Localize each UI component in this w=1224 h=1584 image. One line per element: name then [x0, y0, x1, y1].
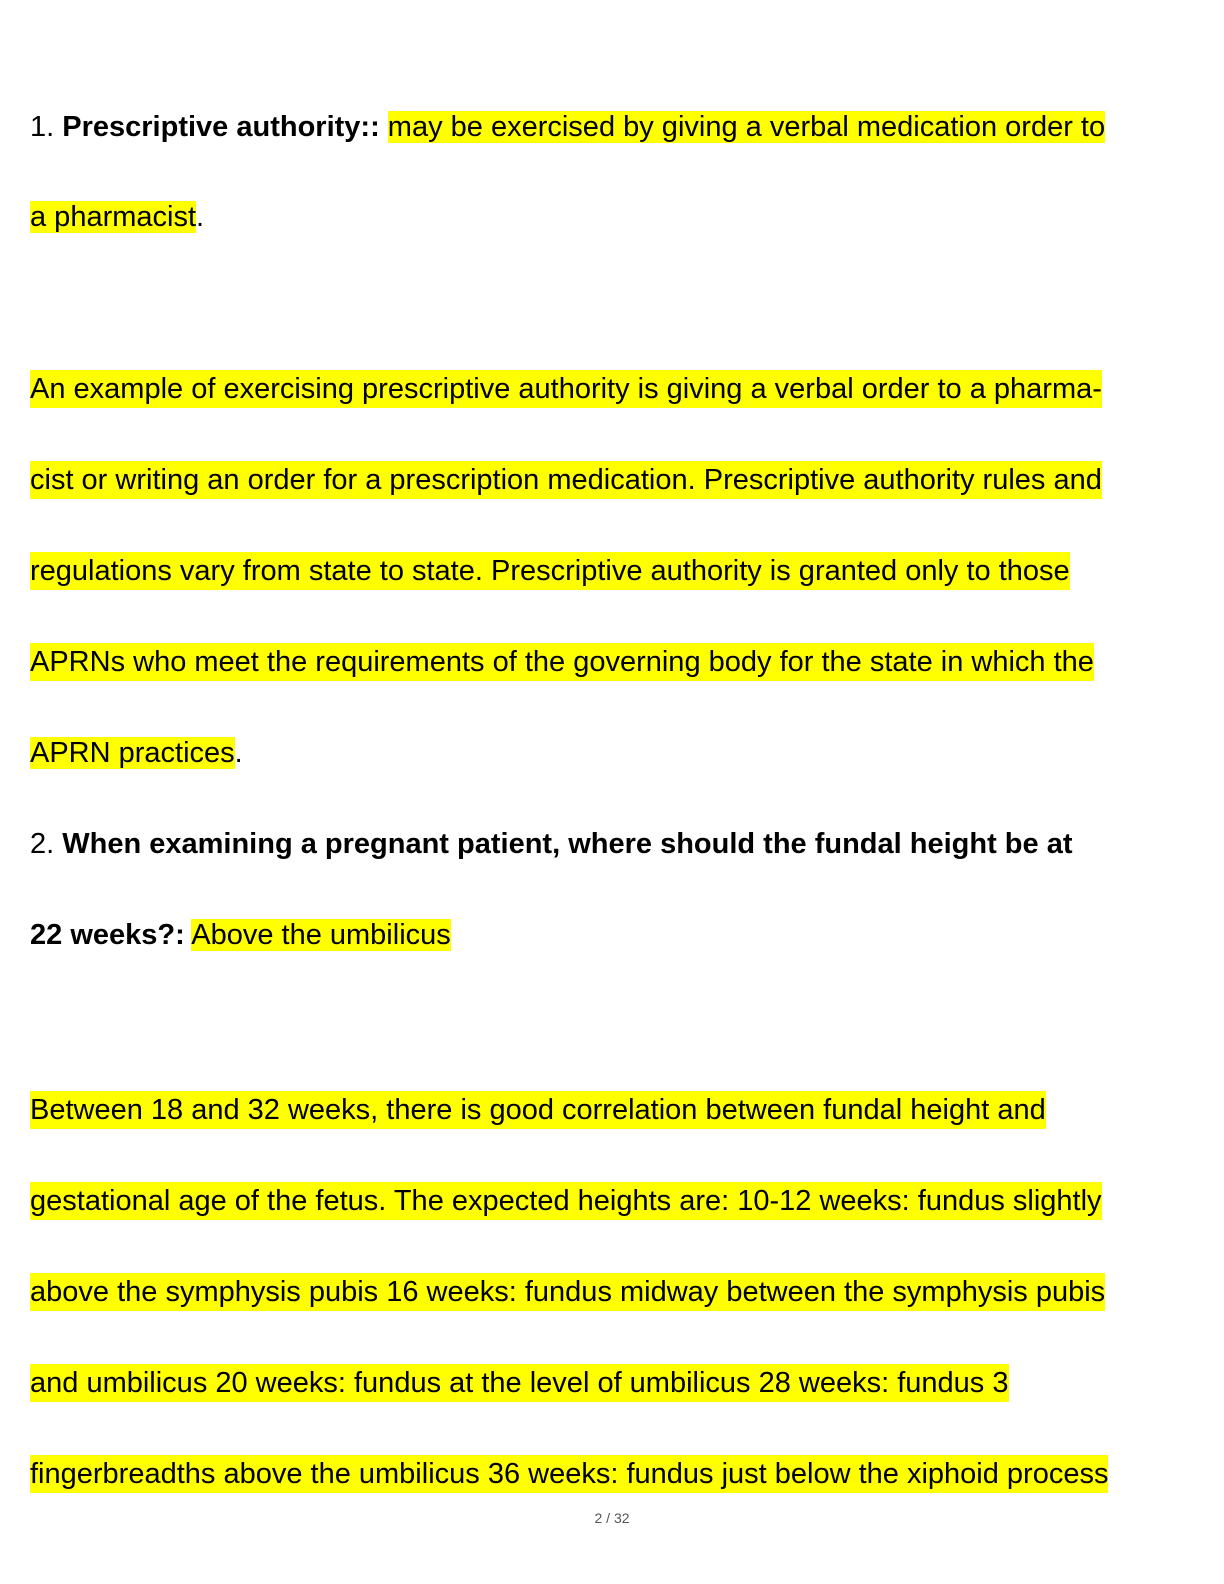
q1-line-2	[30, 198, 204, 236]
q1-question: Prescriptive authority::	[62, 111, 380, 143]
q1-explanation-line-5-text: APRN practices	[30, 737, 235, 769]
q2-number: 2.	[30, 828, 55, 860]
q2-line-2	[30, 916, 451, 954]
q1-explanation-period: .	[234, 737, 243, 769]
q2-explanation-line-5: fingerbreadths above the umbilicus 36 weeks: fundus just below the xiphoid process	[30, 1455, 1108, 1493]
q1-answer-part-2: a pharmacist	[30, 201, 197, 233]
q2-question-part-2: 22 weeks?:	[30, 919, 185, 951]
q1-explanation-line-2: cist or writing an order for a prescription medication. Prescriptive authority rules and	[30, 461, 1102, 499]
q1-answer-part-1: may be exercised by giving a verbal medication order to	[387, 111, 1106, 143]
q2-line-1	[30, 825, 1073, 863]
q2-answer: Above the umbilicus	[191, 919, 451, 951]
q2-explanation-line-3: above the symphysis pubis 16 weeks: fundus midway between the symphysis pubis	[30, 1273, 1105, 1311]
q2-question-part-1: When examining a pregnant patient, where should the fundal height be at	[62, 828, 1073, 860]
q1-answer-period: .	[196, 201, 205, 233]
q1-explanation-line-3: regulations vary from state to state. Prescriptive authority is granted only to those	[30, 552, 1070, 590]
q1-explanation-line-5	[30, 734, 243, 772]
q2-explanation-line-2: gestational age of the fetus. The expected heights are: 10-12 weeks: fundus slightly	[30, 1182, 1102, 1220]
q1-explanation-line-4: APRNs who meet the requirements of the governing body for the state in which the	[30, 643, 1094, 681]
page-indicator: 2 / 32	[594, 1510, 630, 1526]
q1-line-1	[30, 108, 1105, 146]
q1-explanation-line-1: An example of exercising prescriptive authority is giving a verbal order to a pharma-	[30, 370, 1102, 408]
q2-explanation-line-4: and umbilicus 20 weeks: fundus at the level of umbilicus 28 weeks: fundus 3	[30, 1364, 1009, 1402]
q2-explanation-line-1: Between 18 and 32 weeks, there is good correlation between fundal height and	[30, 1091, 1046, 1129]
q1-number: 1.	[30, 111, 55, 143]
